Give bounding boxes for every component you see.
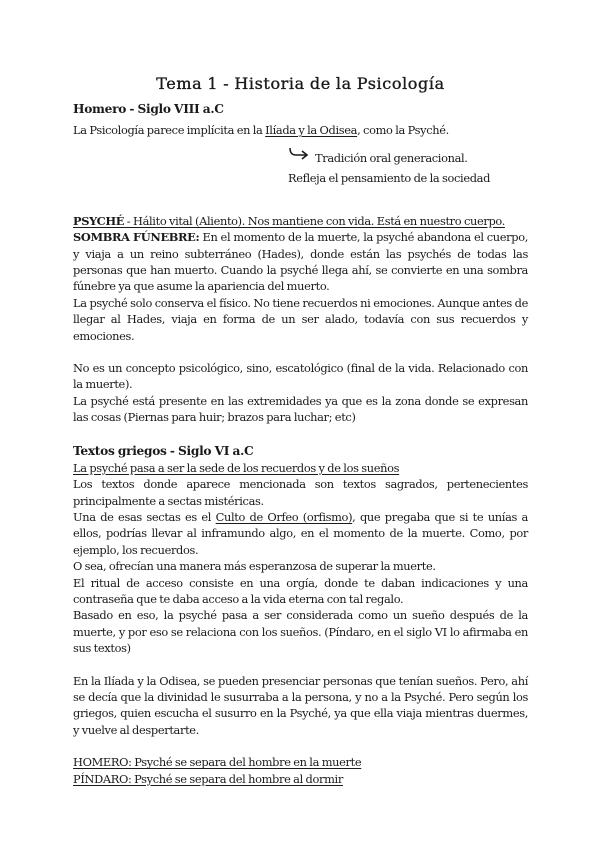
psyche-term: PSYCHÉ [73,213,125,228]
orfeo-text-end: , que pregaba que si te unías a ellos, podrías llevar al inframundo algo, en el momento de la muerte. Como, por ejemplo, los recuerdos. [73,509,528,557]
arrow-note-text: Tradición oral generacional. [315,151,468,166]
section-textos-griegos [73,442,528,787]
paragraph-fisico: La psyché solo conserva el físico. No tiene recuerdos ni emociones. Aunque antes de llegar al Hades, viaja en forma de un ser alado, todavía con sus recuerdos y emociones. [73,295,528,343]
arrow-note-line-2: Refleja el pensamiento de la sociedad [288,171,491,186]
paragraph-escatologico: No es un concepto psicológico, sino, escatológico (final de la vida. Relacionado con la muerte). [73,361,528,392]
intro-text: La Psicología parece implícita en la [73,123,266,137]
section-homero [73,100,528,426]
paragraph-orfeo [73,509,528,558]
paragraph-extremidades: La psyché está presente en las extremidades ya que es la zona donde se expresan las cosas (Piernas para huir; brazos para luchar; etc) [73,393,528,425]
section-heading-homero: Homero - Siglo VIII a.C [73,102,224,116]
psyche-definition [73,213,528,229]
summary-pindaro: PÍNDARO: Psyché se separa del hombre al dormir [73,771,343,786]
hook-right-arrow-icon [288,146,310,160]
paragraph-ritual: El ritual de acceso consiste en una orgía, donde te daban indicaciones y una contraseña que te daba acceso a la vida eterna con tal regalo. [73,575,528,606]
paragraph-textos-sagrados: Los textos donde aparece mencionada son textos sagrados, pertenecientes principalmente a sectas mistéricas. [73,477,528,508]
iliada-odisea-underlined: Ilíada y la Odisea [265,123,358,137]
document-page [73,74,528,787]
orfeo-text-start: Una de esas sectas es el [73,509,216,524]
document-title: Tema 1 - Historia de la Psicología [156,74,445,93]
psyche-definition-text: - Hálito vital (Aliento). Nos mantiene con vida. Está en nuestro cuerpo. [124,213,505,228]
section-subheading: La psyché pasa a ser la sede de los recuerdos y de los sueños [73,460,400,475]
arrow-note [288,146,528,186]
paragraph-esperanzosa: O sea, ofrecían una manera más esperanzosa de superar la muerte. [73,559,436,574]
paragraph-suenos: En la Ilíada y la Odisea, se pueden presenciar personas que tenían sueños. Pero, ahí se decía que la divinidad le susurraba a la persona, y no a la Psyché. Pero según los griegos, quien escucha el susurro en la Psyché, ya que ella viaja mientras duermes, y vuelve al despertarte. [73,673,528,737]
section-heading-textos-griegos: Textos griegos - Siglo VI a.C [73,443,254,458]
sombra-funebre-paragraph [73,229,528,295]
sombra-funebre-term: SOMBRA FÚNEBRE: [73,230,200,245]
culto-de-orfeo-underlined: Culto de Orfeo (orfismo) [215,509,353,524]
sombra-funebre-text: En el momento de la muerte, la psyché abandona el cuerpo, y viaja a un reino subterráneo (Hades), donde están las psychés de todas las personas que han muerto. Cuando la psyché llega ahí, se convierte en una sombra fúnebre ya que asume la apariencia del muerto. [73,230,528,294]
intro-text-end: , como la Psyché. [357,123,449,137]
intro-paragraph [73,122,528,138]
arrow-note-line-1 [288,146,528,166]
summary-homero: HOMERO: Psyché se separa del hombre en la muerte [73,755,362,770]
paragraph-pindaro: Basado en eso, la psyché pasa a ser considerada como un sueño después de la muerte, y por eso se relaciona con los sueños. (Píndaro, en el siglo VI lo afirmaba en sus textos) [73,608,528,656]
